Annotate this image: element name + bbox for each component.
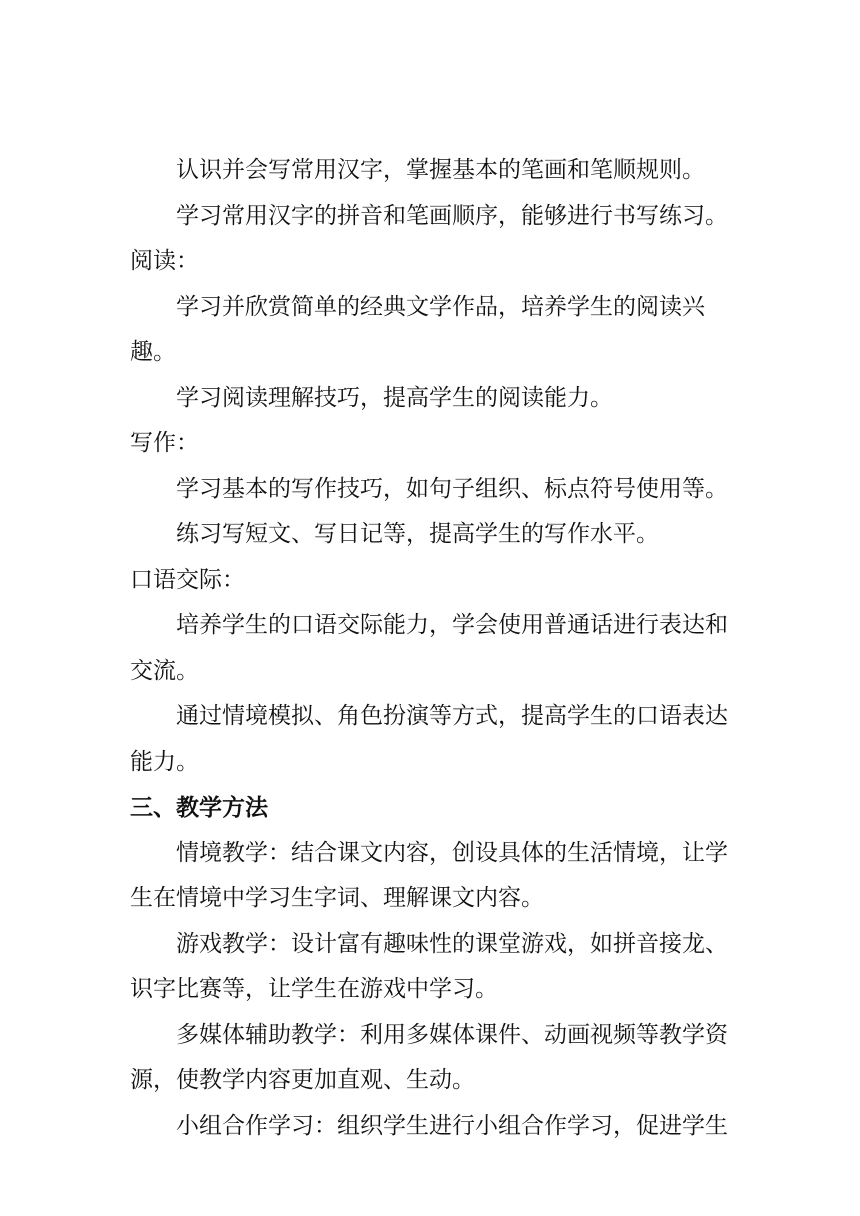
body-paragraph: 小组合作学习：组织学生进行小组合作学习，促进学生 [176,1112,728,1139]
body-paragraph: 情境教学：结合课文内容，创设具体的生活情境，让学生在情境中学习生字词、理解课文内容。 [130,839,728,911]
body-paragraph: 多媒体辅助教学：利用多媒体课件、动画视频等教学资源，使教学内容更加直观、生动。 [130,1021,728,1093]
body-paragraph: 学习基本的写作技巧，如句子组织、标点符号使用等。 [176,475,728,502]
section-heading-methods: 三、教学方法 [130,794,268,821]
section-label-oral: 口语交际： [130,566,245,593]
document-body [130,148,740,1149]
body-paragraph: 游戏教学：设计富有趣味性的课堂游戏，如拼音接龙、识字比赛等，让学生在游戏中学习。 [130,930,728,1002]
body-paragraph: 学习并欣赏简单的经典文学作品，培养学生的阅读兴趣。 [130,293,705,365]
body-paragraph: 学习阅读理解技巧，提高学生的阅读能力。 [176,384,613,411]
section-label-writing: 写作： [130,430,199,456]
section-label-reading: 阅读： [130,248,199,274]
body-paragraph: 学习常用汉字的拼音和笔画顺序，能够进行书写练习。 [176,202,728,229]
body-paragraph: 通过情境模拟、角色扮演等方式，提高学生的口语表达能力。 [130,703,728,775]
body-paragraph: 认识并会写常用汉字，掌握基本的笔画和笔顺规则。 [176,157,705,183]
body-paragraph: 练习写短文、写日记等，提高学生的写作水平。 [176,521,659,547]
body-paragraph: 培养学生的口语交际能力，学会使用普通话进行表达和交流。 [130,612,728,684]
